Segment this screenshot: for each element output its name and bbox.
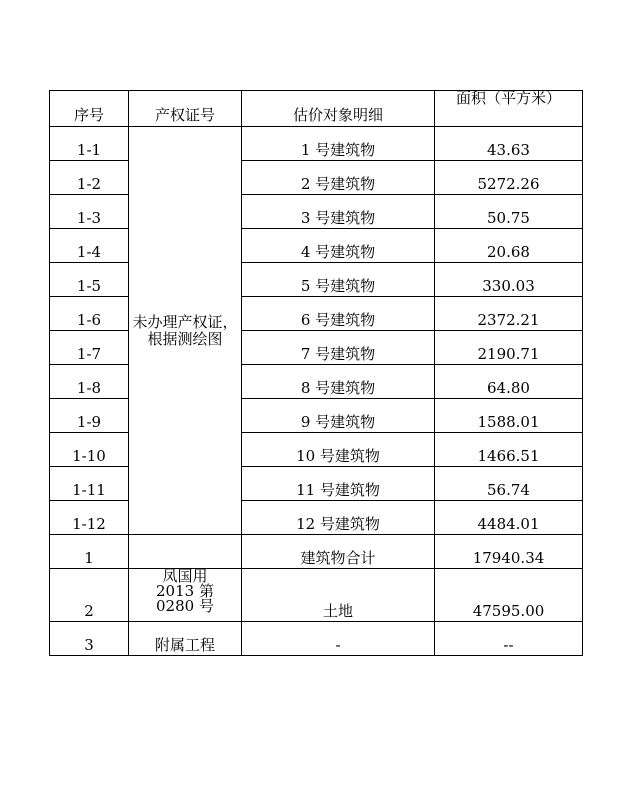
row-name: 10 号建筑物 [242, 433, 435, 467]
row-name: 11 号建筑物 [242, 467, 435, 501]
row-name: 4 号建筑物 [242, 229, 435, 263]
row-area: 1588.01 [435, 399, 583, 433]
row-area: 56.74 [435, 467, 583, 501]
row-name: 1 号建筑物 [242, 127, 435, 161]
row-area: 330.03 [435, 263, 583, 297]
row-seq: 1-4 [50, 229, 129, 263]
row-seq: 1-7 [50, 331, 129, 365]
row-area: 20.68 [435, 229, 583, 263]
attachment-row [50, 622, 583, 656]
asset-table [49, 90, 583, 656]
header-area: 面积（平方米） [435, 91, 583, 127]
row-cert: 凤国用 2013 第 0280 号 [129, 569, 242, 622]
row-area: -- [435, 622, 583, 656]
row-area: 2190.71 [435, 331, 583, 365]
header-cert: 产权证号 [129, 91, 242, 127]
row-seq: 1-11 [50, 467, 129, 501]
row-seq: 3 [50, 622, 129, 656]
row-name: 6 号建筑物 [242, 297, 435, 331]
row-seq: 2 [50, 569, 129, 622]
row-seq: 1-12 [50, 501, 129, 535]
row-seq: 1 [50, 535, 129, 569]
row-seq: 1-6 [50, 297, 129, 331]
row-area: 17940.34 [435, 535, 583, 569]
row-area: 5272.26 [435, 161, 583, 195]
row-name: 9 号建筑物 [242, 399, 435, 433]
row-seq: 1-5 [50, 263, 129, 297]
row-seq: 1-8 [50, 365, 129, 399]
land-row [50, 569, 583, 622]
row-seq: 1-3 [50, 195, 129, 229]
row-area: 43.63 [435, 127, 583, 161]
row-seq: 1-9 [50, 399, 129, 433]
row-cert: 附属工程 [129, 622, 242, 656]
row-seq: 1-1 [50, 127, 129, 161]
row-seq: 1-2 [50, 161, 129, 195]
total-row [50, 535, 583, 569]
row-seq: 1-10 [50, 433, 129, 467]
row-area: 50.75 [435, 195, 583, 229]
header-detail: 估价对象明细 [242, 91, 435, 127]
merged-cert-cell: 未办理产权证，根据测绘图 [129, 127, 242, 535]
row-name: 8 号建筑物 [242, 365, 435, 399]
row-name: 2 号建筑物 [242, 161, 435, 195]
row-area: 4484.01 [435, 501, 583, 535]
header-seq: 序号 [50, 91, 129, 127]
row-area: 2372.21 [435, 297, 583, 331]
header-row [50, 91, 583, 127]
row-area: 64.80 [435, 365, 583, 399]
row-name: 土地 [242, 569, 435, 622]
row-name: 3 号建筑物 [242, 195, 435, 229]
row-name: 12 号建筑物 [242, 501, 435, 535]
row-name: 7 号建筑物 [242, 331, 435, 365]
row-area: 47595.00 [435, 569, 583, 622]
row-name: 5 号建筑物 [242, 263, 435, 297]
row-area: 1466.51 [435, 433, 583, 467]
row-cert [129, 535, 242, 569]
row-name: - [242, 622, 435, 656]
table-row [50, 127, 583, 161]
row-name: 建筑物合计 [242, 535, 435, 569]
